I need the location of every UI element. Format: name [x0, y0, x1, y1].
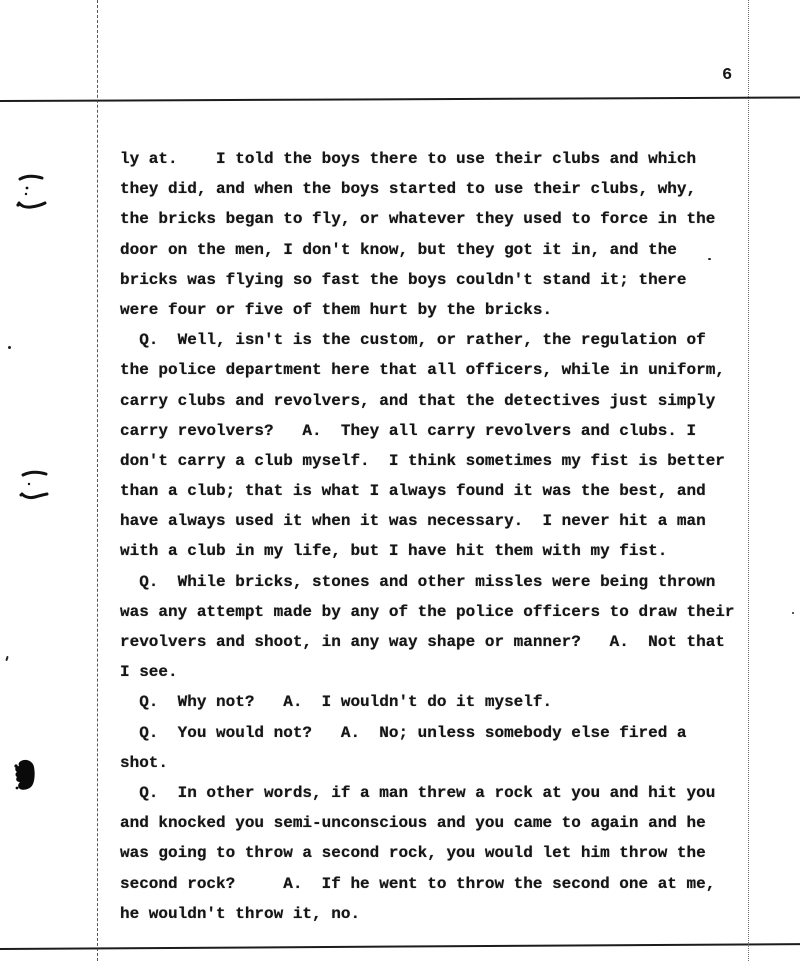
text-line: carry clubs and revolvers, and that the detectives just simply — [120, 391, 716, 410]
scan-speck — [708, 258, 711, 260]
text-line: they did, and when the boys started to use their clubs, why, — [120, 180, 697, 199]
pencil-bracket-mark-middle — [18, 468, 56, 504]
text-line: the bricks began to fly, or whatever they used to force in the — [120, 210, 716, 229]
text-line: second rock? A. If he went to throw the second one at me, — [120, 874, 716, 893]
typewritten-text-block — [120, 144, 760, 929]
page-number: 6 — [722, 66, 734, 85]
text-line: was any attempt made by any of the police officers to draw their — [120, 602, 735, 621]
text-line: revolvers and shoot, in any way shape or manner? A. Not that — [120, 633, 725, 651]
ink-blot-mark — [12, 758, 40, 794]
text-line: have always used it when it was necessary. I never hit a man — [120, 512, 706, 531]
scan-speck — [5, 656, 8, 661]
top-rule — [0, 97, 800, 102]
text-line: than a club; that is what I always found it was the best, and — [120, 482, 706, 501]
text-line: were four or five of them hurt by the bricks. — [120, 300, 553, 319]
text-line: he wouldn't throw it, no. — [120, 904, 361, 923]
scan-speck — [792, 612, 794, 614]
text-line: the police department here that all officers, while in uniform, — [120, 361, 725, 380]
text-line: Q. Well, isn't is the custom, or rather, the regulation of — [120, 331, 706, 350]
text-line: ly at. I told the boys there to use their clubs and which — [120, 150, 697, 168]
text-line: I see. — [120, 663, 178, 682]
text-line: Q. You would not? A. No; unless somebody else fired a — [120, 723, 687, 742]
scan-speck — [8, 346, 11, 349]
bottom-rule — [0, 943, 800, 950]
left-margin-line — [97, 0, 98, 961]
text-line: Q. In other words, if a man threw a rock at you and hit you — [120, 783, 716, 802]
text-line: carry revolvers? A. They all carry revolvers and clubs. I — [120, 421, 697, 440]
text-line: Q. While bricks, stones and other missles were being thrown — [120, 572, 716, 591]
text-line: bricks was flying so fast the boys couldn't stand it; there — [120, 270, 687, 289]
text-line: door on the men, I don't know, but they got it in, and the — [120, 240, 677, 259]
text-line: Q. Why not? A. I wouldn't do it myself. — [120, 693, 553, 712]
text-line: don't carry a club myself. I think sometimes my fist is better — [120, 451, 725, 470]
pencil-bracket-mark-top — [14, 172, 52, 212]
text-line: and knocked you semi-unconscious and you came to again and he — [120, 814, 706, 833]
text-line: was going to throw a second rock, you would let him throw the — [120, 844, 706, 863]
text-line: shot. — [120, 753, 169, 772]
text-line: with a club in my life, but I have hit them with my fist. — [120, 542, 668, 561]
